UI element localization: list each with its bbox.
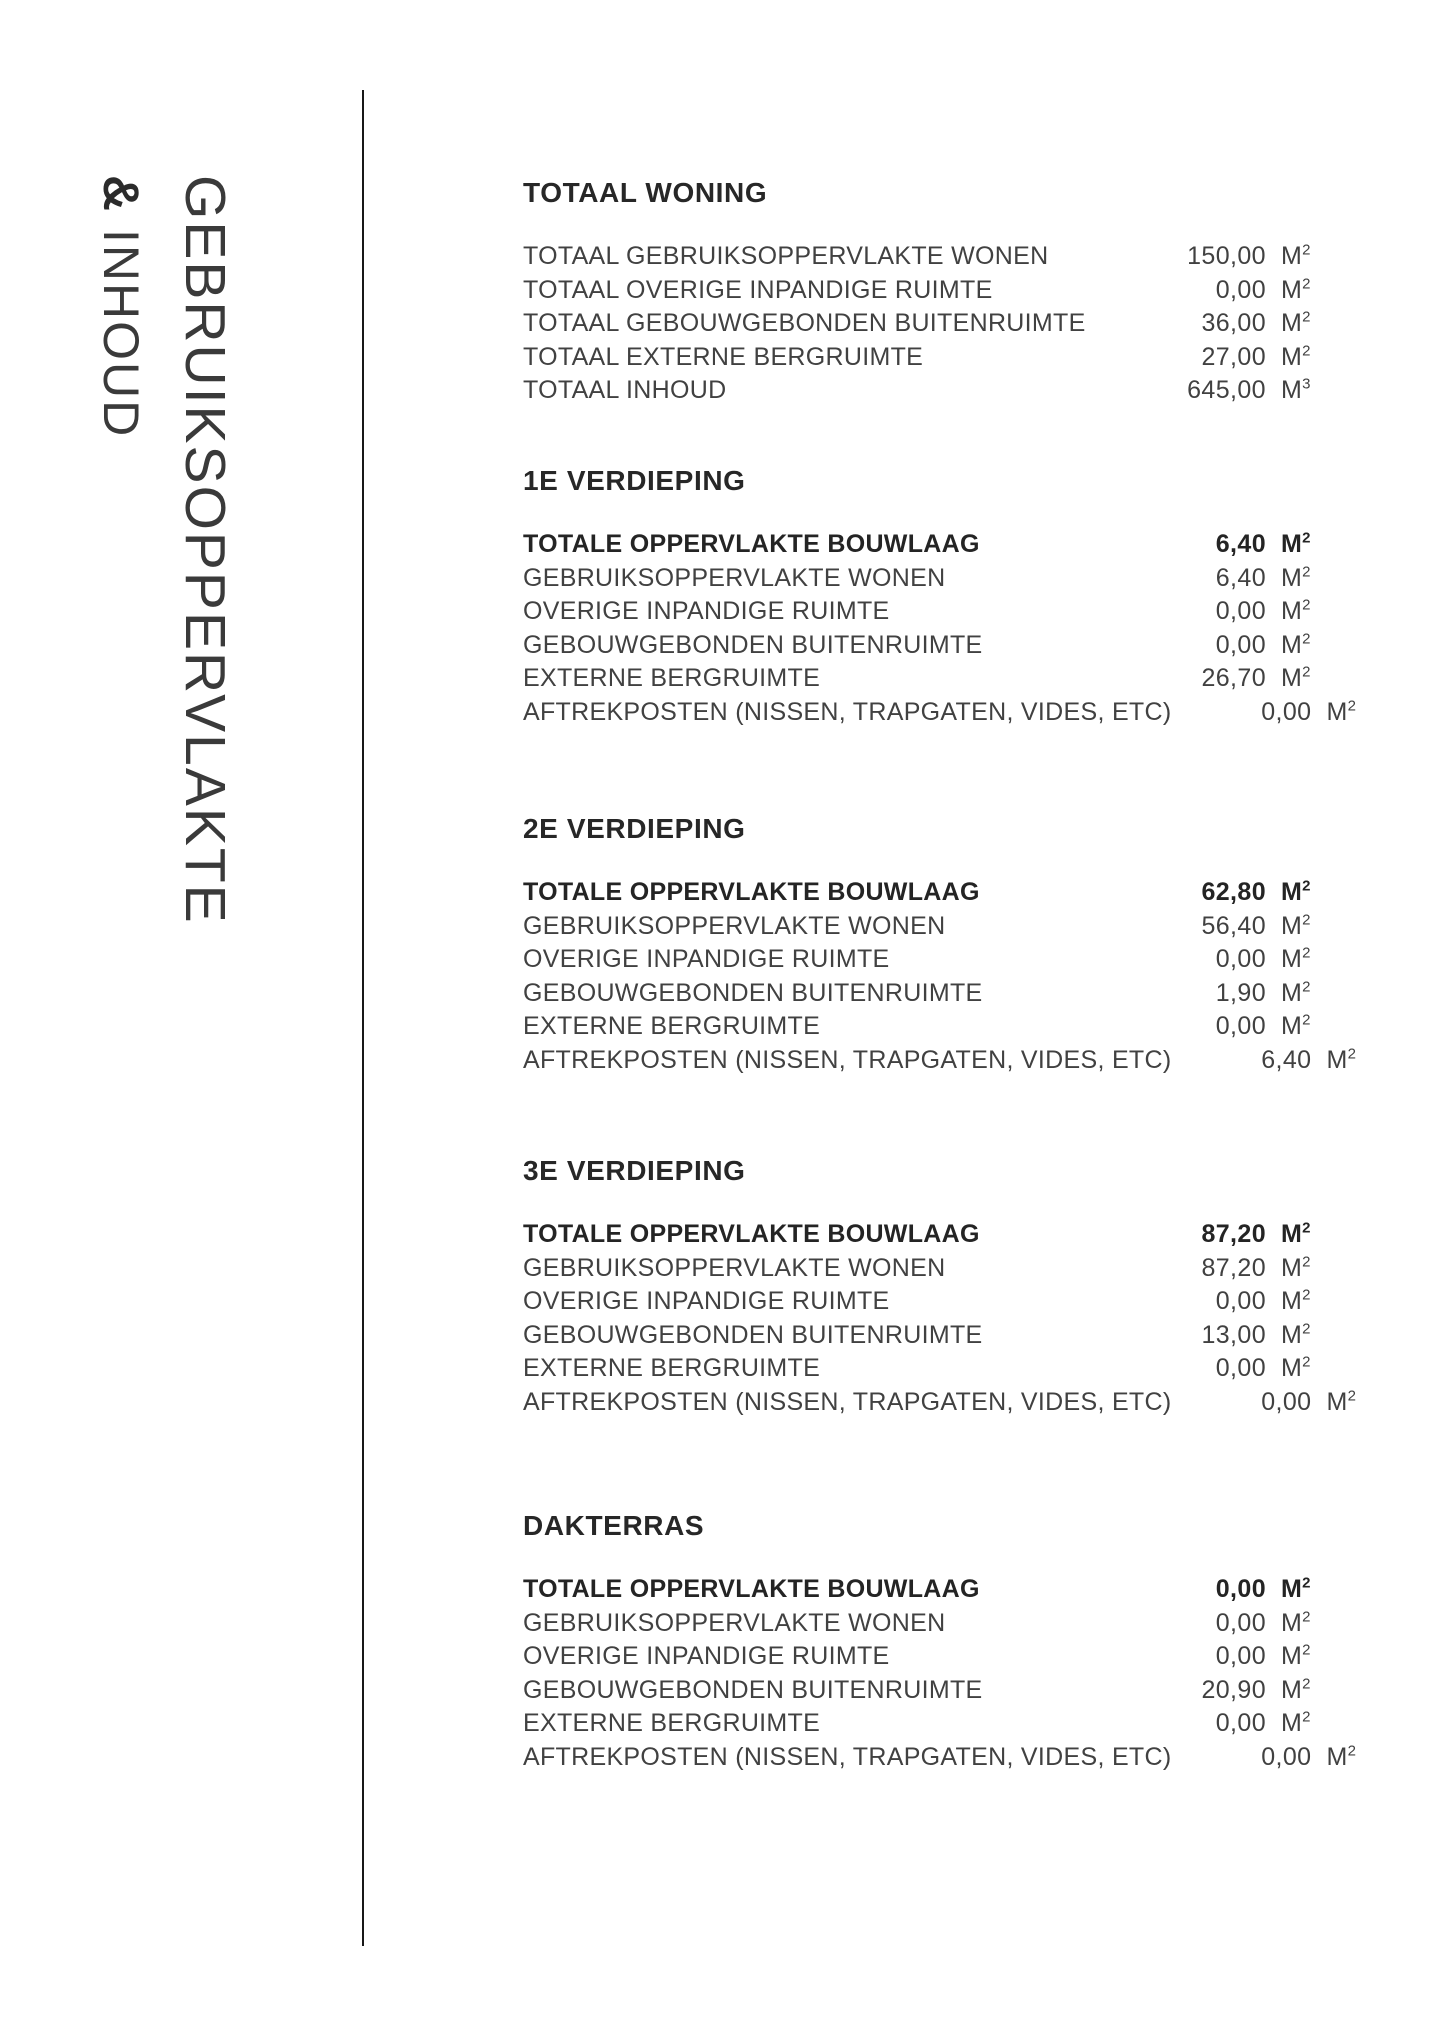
row-value: 1,90 [1215, 978, 1266, 1007]
row-label: EXTERNE BERGRUIMTE [523, 1709, 821, 1737]
unit-exponent: 2 [1302, 1641, 1311, 1659]
row-value: 56,40 [1201, 911, 1266, 940]
row-label: EXTERNE BERGRUIMTE [523, 664, 821, 692]
measurement-row [523, 943, 1315, 977]
page-title-line1: GEBRUIKSOPPERVLAKTE [173, 175, 237, 925]
row-label: TOTAAL OVERIGE INPANDIGE RUIMTE [523, 275, 993, 304]
row-unit [1281, 1640, 1315, 1674]
unit-base: M [1281, 563, 1303, 592]
unit-base: M [1281, 945, 1303, 973]
row-value: 6,40 [1215, 530, 1266, 558]
measurement-row [523, 1674, 1315, 1708]
unit-base: M [1326, 1387, 1348, 1416]
row-label: GEBRUIKSOPPERVLAKTE WONEN [523, 911, 946, 940]
measurements-content [523, 0, 1357, 2036]
unit-base: M [1281, 878, 1303, 906]
measurement-row [523, 876, 1315, 910]
unit-base: M [1281, 376, 1303, 404]
vertical-divider-line [362, 90, 364, 1946]
measurement-row [523, 1386, 1357, 1420]
measurement-section [523, 464, 1357, 729]
row-label: TOTALE OPPERVLAKTE BOUWLAAG [523, 1220, 980, 1248]
row-unit [1281, 374, 1315, 408]
measurement-row [523, 1010, 1315, 1044]
unit-base: M [1281, 911, 1303, 940]
row-label: GEBOUWGEBONDEN BUITENRUIMTE [523, 630, 983, 659]
unit-base: M [1326, 1045, 1348, 1074]
row-value: 6,40 [1261, 1045, 1312, 1074]
unit-exponent: 2 [1302, 1608, 1311, 1626]
row-label: AFTREKPOSTEN (NISSEN, TRAPGATEN, VIDES, ETC) [523, 1742, 1172, 1771]
row-value: 0,00 [1215, 1287, 1266, 1315]
row-label: AFTREKPOSTEN (NISSEN, TRAPGATEN, VIDES, ETC) [523, 697, 1172, 726]
unit-exponent: 2 [1302, 978, 1311, 996]
row-label: TOTAAL GEBOUWGEBONDEN BUITENRUIMTE [523, 309, 1086, 337]
unit-base: M [1281, 1220, 1303, 1248]
row-value: 26,70 [1201, 664, 1266, 692]
row-unit [1281, 1252, 1315, 1286]
row-label: AFTREKPOSTEN (NISSEN, TRAPGATEN, VIDES, ETC) [523, 1045, 1172, 1074]
unit-base: M [1281, 242, 1303, 270]
unit-exponent: 2 [1302, 1286, 1311, 1304]
unit-exponent: 2 [1347, 697, 1357, 715]
row-label: TOTALE OPPERVLAKTE BOUWLAAG [523, 530, 980, 558]
unit-base: M [1281, 342, 1303, 371]
row-value: 87,20 [1201, 1253, 1266, 1282]
section-rows [523, 528, 1357, 729]
row-label: TOTAAL EXTERNE BERGRUIMTE [523, 342, 924, 371]
measurement-row [523, 977, 1315, 1011]
row-label: GEBRUIKSOPPERVLAKTE WONEN [523, 1253, 946, 1282]
unit-base: M [1281, 664, 1303, 692]
unit-base: M [1281, 275, 1303, 304]
row-unit [1281, 662, 1315, 696]
unit-base: M [1281, 1675, 1303, 1704]
row-unit [1281, 1319, 1315, 1353]
measurement-row [523, 1741, 1357, 1775]
unit-base: M [1281, 1320, 1303, 1349]
row-label: TOTAAL GEBRUIKSOPPERVLAKTE WONEN [523, 242, 1049, 270]
unit-exponent: 2 [1302, 1353, 1311, 1371]
unit-exponent: 3 [1302, 375, 1311, 393]
measurement-row [523, 696, 1357, 730]
row-value: 150,00 [1187, 242, 1266, 270]
row-value: 20,90 [1201, 1675, 1266, 1704]
row-value: 0,00 [1215, 1575, 1266, 1603]
row-unit [1281, 1285, 1315, 1319]
measurement-row [523, 662, 1315, 696]
unit-base: M [1281, 1608, 1303, 1637]
row-unit [1281, 341, 1315, 375]
row-label: GEBOUWGEBONDEN BUITENRUIMTE [523, 1675, 983, 1704]
unit-base: M [1281, 978, 1303, 1007]
unit-exponent: 2 [1302, 596, 1311, 614]
measurement-row [523, 528, 1315, 562]
section-rows [523, 876, 1357, 1077]
row-unit [1281, 307, 1315, 341]
row-unit [1326, 1741, 1356, 1775]
section-title: TOTAAL WONING [523, 177, 768, 208]
measurement-row [523, 1607, 1315, 1641]
row-unit [1281, 1218, 1315, 1252]
unit-base: M [1281, 309, 1303, 337]
unit-base: M [1281, 1709, 1303, 1737]
unit-base: M [1281, 1012, 1303, 1040]
section-rows [523, 240, 1315, 408]
page-title-line2-text: INHOUD [93, 213, 149, 439]
row-unit [1281, 1607, 1315, 1641]
row-value: 6,40 [1215, 563, 1266, 592]
row-label: GEBRUIKSOPPERVLAKTE WONEN [523, 1608, 946, 1637]
row-label: AFTREKPOSTEN (NISSEN, TRAPGATEN, VIDES, ETC) [523, 1387, 1172, 1416]
unit-exponent: 2 [1302, 944, 1311, 962]
unit-base: M [1326, 1742, 1348, 1771]
unit-base: M [1281, 1287, 1303, 1315]
row-label: OVERIGE INPANDIGE RUIMTE [523, 597, 890, 625]
unit-exponent: 2 [1302, 1574, 1311, 1592]
row-unit [1281, 1707, 1315, 1741]
row-value: 0,00 [1215, 1709, 1266, 1737]
unit-exponent: 2 [1302, 911, 1311, 929]
measurement-row [523, 1252, 1315, 1286]
row-unit [1281, 274, 1315, 308]
page-title-line2 [94, 175, 148, 925]
measurement-row [523, 1707, 1315, 1741]
row-value: 36,00 [1201, 309, 1266, 337]
row-value: 0,00 [1215, 630, 1266, 659]
row-unit [1326, 1386, 1356, 1420]
row-value: 0,00 [1261, 1387, 1312, 1416]
unit-exponent: 2 [1302, 1253, 1311, 1271]
measurement-row [523, 1573, 1315, 1607]
row-value: 87,20 [1201, 1220, 1266, 1248]
measurement-row [523, 307, 1315, 341]
unit-exponent: 2 [1302, 342, 1311, 360]
row-label: GEBOUWGEBONDEN BUITENRUIMTE [523, 1320, 983, 1349]
row-unit [1281, 977, 1315, 1011]
section-title: DAKTERRAS [523, 1510, 705, 1541]
unit-base: M [1281, 1253, 1303, 1282]
unit-base: M [1281, 597, 1303, 625]
measurement-section [523, 1154, 1357, 1419]
row-label: TOTALE OPPERVLAKTE BOUWLAAG [523, 1575, 980, 1603]
unit-exponent: 2 [1347, 1387, 1357, 1405]
unit-base: M [1281, 1642, 1303, 1670]
measurement-row [523, 341, 1315, 375]
row-value: 0,00 [1261, 697, 1312, 726]
row-value: 27,00 [1201, 342, 1266, 371]
unit-exponent: 2 [1302, 1708, 1311, 1726]
measurement-row [523, 274, 1315, 308]
section-title: 1E VERDIEPING [523, 465, 746, 496]
row-label: TOTAAL INHOUD [523, 376, 727, 404]
unit-exponent: 2 [1302, 1011, 1311, 1029]
row-unit [1281, 629, 1315, 663]
row-unit [1281, 1010, 1315, 1044]
measurement-row [523, 240, 1315, 274]
row-unit [1326, 1044, 1356, 1078]
unit-base: M [1281, 530, 1303, 558]
row-unit [1281, 910, 1315, 944]
unit-base: M [1281, 1575, 1303, 1603]
measurement-row [523, 1640, 1315, 1674]
measurement-row [523, 1044, 1357, 1078]
unit-base: M [1281, 1354, 1303, 1382]
row-value: 0,00 [1215, 1608, 1266, 1637]
row-unit [1326, 696, 1356, 730]
row-unit [1281, 943, 1315, 977]
measurement-row [523, 1319, 1315, 1353]
row-unit [1281, 876, 1315, 910]
measurement-row [523, 629, 1315, 663]
unit-exponent: 2 [1302, 1320, 1311, 1338]
row-value: 0,00 [1215, 275, 1266, 304]
row-label: GEBOUWGEBONDEN BUITENRUIMTE [523, 978, 983, 1007]
row-value: 62,80 [1201, 878, 1266, 906]
row-label: TOTALE OPPERVLAKTE BOUWLAAG [523, 878, 980, 906]
unit-base: M [1281, 630, 1303, 659]
row-value: 13,00 [1201, 1320, 1266, 1349]
row-value: 0,00 [1261, 1742, 1312, 1771]
measurement-row [523, 1218, 1315, 1252]
row-label: OVERIGE INPANDIGE RUIMTE [523, 1287, 890, 1315]
row-label: OVERIGE INPANDIGE RUIMTE [523, 1642, 890, 1670]
measurement-row [523, 562, 1315, 596]
row-value: 0,00 [1215, 1012, 1266, 1040]
ampersand: & [93, 175, 149, 214]
unit-exponent: 2 [1302, 529, 1311, 547]
row-value: 0,00 [1215, 945, 1266, 973]
row-label: GEBRUIKSOPPERVLAKTE WONEN [523, 563, 946, 592]
row-label: EXTERNE BERGRUIMTE [523, 1354, 821, 1382]
row-value: 0,00 [1215, 1642, 1266, 1670]
measurement-section [523, 812, 1357, 1077]
page-title [94, 175, 236, 925]
row-label: EXTERNE BERGRUIMTE [523, 1012, 821, 1040]
unit-exponent: 2 [1302, 630, 1311, 648]
unit-exponent: 2 [1347, 1045, 1357, 1063]
measurement-row [523, 1352, 1315, 1386]
row-value: 645,00 [1187, 376, 1266, 404]
row-unit [1281, 240, 1315, 274]
measurement-row [523, 595, 1315, 629]
measurement-section [523, 176, 1315, 408]
section-title: 3E VERDIEPING [523, 1155, 746, 1186]
unit-exponent: 2 [1302, 308, 1311, 326]
measurement-row [523, 374, 1315, 408]
unit-exponent: 2 [1302, 1219, 1311, 1237]
section-title: 2E VERDIEPING [523, 813, 746, 844]
row-value: 0,00 [1215, 597, 1266, 625]
row-unit [1281, 595, 1315, 629]
row-unit [1281, 1352, 1315, 1386]
row-value: 0,00 [1215, 1354, 1266, 1382]
measurement-row [523, 910, 1315, 944]
row-unit [1281, 1674, 1315, 1708]
row-unit [1281, 562, 1315, 596]
row-unit [1281, 1573, 1315, 1607]
row-label: OVERIGE INPANDIGE RUIMTE [523, 945, 890, 973]
unit-exponent: 2 [1302, 877, 1311, 895]
unit-exponent: 2 [1302, 275, 1311, 293]
measurement-row [523, 1285, 1315, 1319]
row-unit [1281, 528, 1315, 562]
unit-exponent: 2 [1302, 563, 1311, 581]
unit-exponent: 2 [1302, 1675, 1311, 1693]
measurement-section [523, 1509, 1357, 1774]
unit-exponent: 2 [1302, 663, 1311, 681]
unit-base: M [1326, 697, 1348, 726]
unit-exponent: 2 [1347, 1742, 1357, 1760]
section-rows [523, 1218, 1357, 1419]
section-rows [523, 1573, 1357, 1774]
unit-exponent: 2 [1302, 241, 1311, 259]
